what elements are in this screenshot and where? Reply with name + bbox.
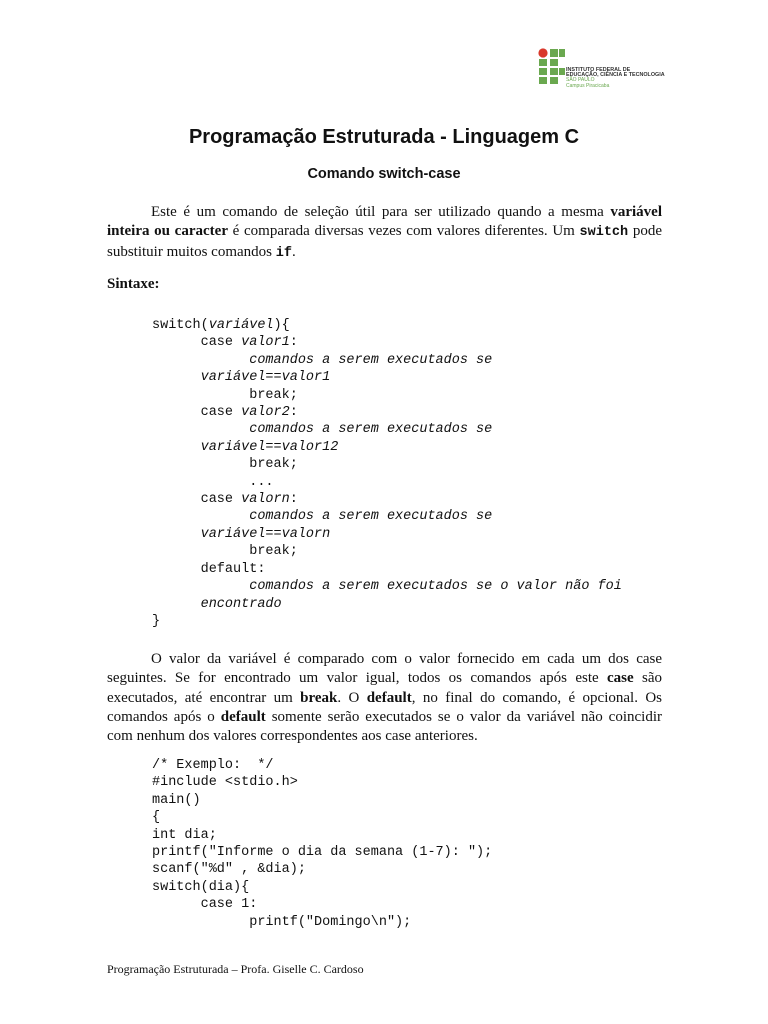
syntax-code-segment: [152, 370, 201, 385]
syntax-code-segment: break;: [152, 387, 298, 403]
syntax-code-segment: ...: [152, 474, 274, 490]
syntax-code-segment: [152, 597, 201, 612]
syntax-code-line: [152, 475, 274, 490]
syntax-code-segment: break;: [152, 457, 298, 473]
example-code-line: int dia;: [152, 827, 217, 843]
syntax-code-segment: [152, 440, 201, 455]
syntax-code-segment: variável: [208, 318, 274, 333]
example-code-line: /* Exemplo: */: [152, 758, 274, 773]
syntax-heading: Sintaxe:: [107, 276, 160, 292]
explanation-paragraph: [107, 650, 662, 746]
syntax-code-line: [152, 544, 298, 559]
syntax-code-line: [152, 388, 298, 403]
syntax-code-line: [152, 405, 298, 420]
syntax-code-line: [152, 579, 622, 594]
syntax-code-line: [152, 440, 338, 455]
syntax-code-segment: ){: [273, 318, 290, 333]
syntax-code-segment: case: [152, 335, 242, 351]
institute-logo-mark-icon: [538, 46, 566, 92]
explanation-text-3: . O: [337, 689, 367, 706]
logo-line-2: EDUCAÇÃO, CIÊNCIA E TECNOLOGIA: [566, 72, 665, 79]
section-subtitle: Comando switch-case: [307, 166, 461, 182]
example-code-line: switch(dia){: [152, 879, 250, 895]
syntax-code-segment: :: [289, 335, 298, 351]
syntax-code-segment: variável==valorn: [200, 526, 331, 542]
syntax-code-segment: comandos a serem executados se: [152, 352, 493, 368]
intro-code-switch: switch: [579, 225, 629, 241]
syntax-code-segment: :: [289, 405, 298, 421]
syntax-code-line: [152, 353, 492, 368]
syntax-code-segment: switch(: [152, 318, 209, 333]
syntax-code-line: [152, 614, 160, 629]
intro-code-if: if: [275, 245, 292, 261]
syntax-code-line: [152, 509, 492, 524]
syntax-code-segment: case: [152, 405, 242, 421]
syntax-code-segment: comandos a serem executados se o valor não foi: [152, 579, 622, 595]
syntax-code-segment: valorn: [241, 492, 290, 508]
syntax-code-segment: break;: [152, 544, 298, 560]
intro-paragraph: [107, 203, 662, 263]
syntax-code-segment: valor2: [241, 405, 290, 421]
syntax-code-segment: variável==valor12: [200, 439, 339, 455]
syntax-code-segment: case: [152, 492, 242, 508]
logo-line-1: INSTITUTO FEDERAL DE: [566, 67, 631, 73]
intro-bold-term: variável inteira ou caracter: [107, 204, 662, 240]
syntax-code-line: [152, 492, 298, 507]
example-code-line: main(): [152, 792, 201, 808]
syntax-code-line: [152, 370, 330, 385]
syntax-code-segment: comandos a serem executados se: [152, 509, 493, 525]
syntax-code-line: [152, 318, 290, 333]
syntax-code-segment: }: [152, 613, 161, 629]
syntax-code-segment: variável==valor1: [200, 370, 331, 386]
intro-text-3: pode substituir muitos comandos: [107, 223, 662, 260]
syntax-code-block: [152, 317, 622, 630]
syntax-code-segment: encontrado: [200, 596, 282, 612]
explanation-bold-break: break: [300, 689, 338, 706]
intro-text-2: é comparada diversas vezes com valores diferentes. Um: [227, 223, 580, 240]
example-code-line: {: [152, 810, 161, 826]
syntax-code-line: [152, 457, 298, 472]
intro-text-4: .: [291, 243, 296, 260]
explanation-text-1: O valor da variável é comparado com o valor fornecido em cada um dos case seguintes. Se for encontrado um valor igual, todos os comandos após este: [107, 651, 662, 687]
syntax-code-segment: [152, 527, 201, 542]
example-code-line: scanf("%d" , &dia);: [152, 862, 306, 878]
explanation-bold-default-2: default: [220, 708, 266, 725]
logo-line-4: Campus Piracicaba: [566, 82, 610, 89]
example-code-line: case 1:: [152, 897, 258, 913]
intro-text-1: Este é um comando de seleção útil para ser utilizado quando a mesma: [151, 204, 611, 220]
syntax-code-segment: :: [289, 492, 298, 508]
syntax-code-line: [152, 597, 282, 612]
example-code-line: printf("Informe o dia da semana (1-7): ");: [152, 845, 493, 861]
explanation-text-2: são executados, até encontrar um: [107, 670, 662, 706]
logo-text: [566, 68, 665, 89]
syntax-code-segment: comandos a serem executados se: [152, 422, 493, 438]
explanation-bold-case: case: [607, 670, 634, 687]
syntax-code-segment: valor1: [241, 335, 290, 351]
explanation-text-4: , no final do comando, é opcional. Os comandos após o: [107, 689, 663, 725]
page-footer: Programação Estruturada – Profa. Giselle C. Cardoso: [107, 962, 364, 976]
explanation-bold-default: default: [366, 689, 412, 706]
syntax-code-line: [152, 527, 330, 542]
syntax-code-line: [152, 422, 492, 437]
syntax-code-segment: default:: [152, 561, 266, 577]
syntax-code-line: [152, 335, 298, 350]
page-title: Programação Estruturada - Linguagem C: [188, 126, 580, 148]
explanation-text-5: somente serão executados se o valor da variável não coincidir com nenhum dos valores correspondentes aos case anteriores.: [107, 708, 662, 745]
example-code-line: #include <stdio.h>: [152, 775, 298, 791]
example-code-line: printf("Domingo\n");: [152, 914, 412, 930]
institute-logo: [538, 46, 674, 92]
syntax-code-line: [152, 562, 265, 577]
logo-line-3: SÃO PAULO: [566, 77, 595, 84]
example-code-block: [152, 757, 492, 931]
